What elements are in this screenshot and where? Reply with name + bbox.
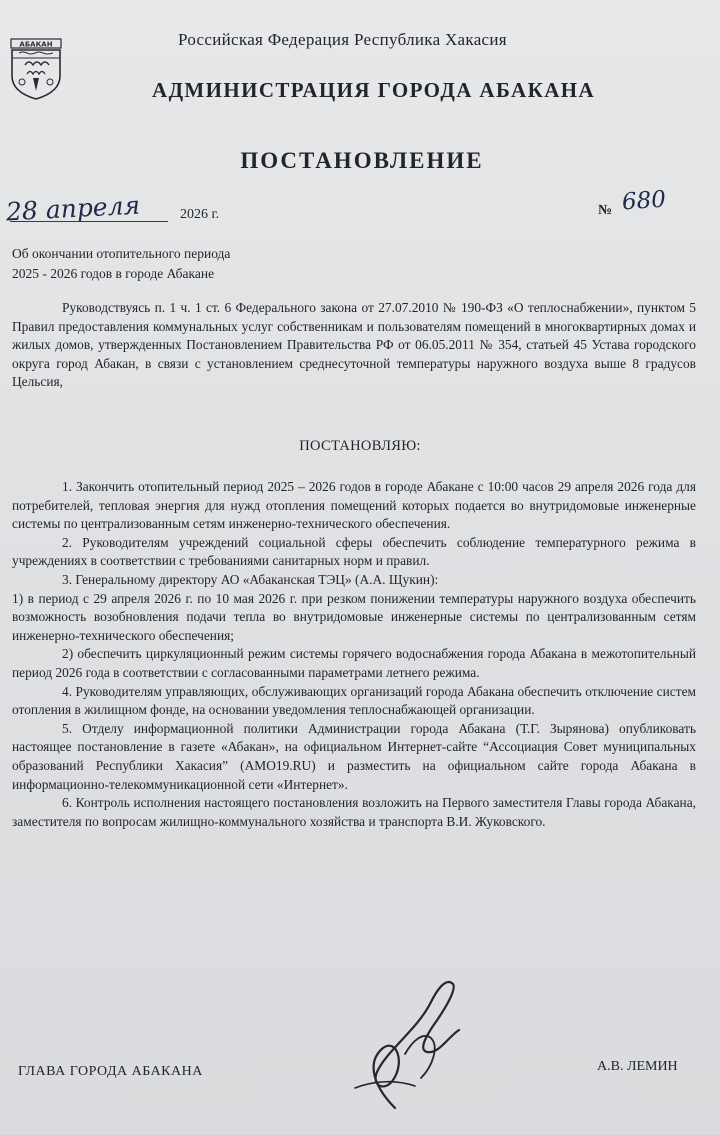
document-type-heading: ПОСТАНОВЛЕНИЕ: [240, 148, 484, 173]
preamble-paragraph: Руководствуясь п. 1 ч. 1 ст. 6 Федерального закона от 27.07.2010 № 190-ФЗ «О теплоснабжении», пунктом 5 Правил предоставления коммунальных услуг собственникам и пользователям помещений в многоквартирных домах и жилых домов, утвержденных Постановлением Правительства РФ от 06.05.2011 № 354, статьей 45 Устава городского округа город Абакан, в связи с установлением среднесуточной температуры наружного воздуха выше 8 градусов Цельсия,: [12, 300, 696, 390]
number-label: №: [598, 203, 613, 218]
decree-item-3-2: 2) обеспечить циркуляционный режим системы горячего водоснабжения города Абакана в межотопительный период 2026 года в соответствии с согласованными параметрами летнего режима.: [12, 646, 696, 680]
preamble-block: [12, 299, 696, 392]
decree-item-3-1: 1) в период с 29 апреля 2026 г. по 10 мая 2026 г. при резком понижении температуры наружного воздуха обеспечить возможность возобновления подачи тепла во внутридомовые инженерные системы по централизованным сетям инженерно-технического обеспечения;: [12, 590, 696, 643]
subject-line-1: Об окончании отопительного периода: [12, 246, 231, 261]
date-year: 2026 г.: [180, 207, 220, 222]
decree-item-3: 3. Генеральному директору АО «Абаканская ТЭЦ» (А.А. Щукин):: [62, 571, 439, 587]
decree-item-5: 5. Отделу информационной политики Администрации города Абакана (Т.Г. Зырянова) опубликовать настоящее постановление в газете «Абакан», на официальном Интернет-сайте “Ассоциация Совет муниципальных образований Республики Хакасия” (АМО19.RU) и разместить на официальном сайте города Абакана в информационно-телекоммуникационной сети «Интернет».: [12, 720, 696, 792]
signature-graphic: [335, 968, 475, 1118]
subject-line-2: 2025 - 2026 годов в городе Абакане: [12, 266, 215, 281]
decree-item-1: 1. Закончить отопительный период 2025 – 2026 годов в городе Абакане с 10:00 часов 29 апреля 2026 года для потребителей, тепловая энергия для нужд отопления помещений которых подается во внутридомовые инженерные системы по централизованным сетям инженерно-технического обеспечения.: [12, 479, 696, 532]
signatory-name: А.В. ЛЕМИН: [597, 1059, 678, 1074]
handwritten-date: 28 апреля: [5, 190, 141, 227]
signatory-position: ГЛАВА ГОРОДА АБАКАНА: [18, 1064, 203, 1079]
decree-items: [12, 478, 696, 831]
administration-title: АДМИНИСТРАЦИЯ ГОРОДА АБАКАНА: [152, 78, 596, 102]
handwritten-number: 680: [621, 186, 667, 216]
document-subject: [12, 244, 230, 284]
country-region-line: Российская Федерация Республика Хакасия: [178, 30, 507, 49]
city-emblem-icon: [9, 38, 63, 100]
decree-item-6: 6. Контроль исполнения настоящего постановления возложить на Первого заместителя Главы города Абакана, заместителя по вопросам жилищно-коммунального хозяйства и транспорта В.И. Жуковского.: [12, 795, 696, 829]
decree-item-2: 2. Руководителям учреждений социальной сферы обеспечить соблюдение температурного режима в учреждениях в соответствии с требованиями санитарных норм и правил.: [12, 534, 696, 569]
decree-heading: ПОСТАНОВЛЯЮ:: [299, 438, 421, 454]
decree-item-4: 4. Руководителям управляющих, обслуживающих организаций города Абакана обеспечить отключение систем отопления в жилищном фонде, на основании уведомления теплоснабжающей организации.: [12, 683, 696, 718]
emblem-caption: АБАКАН: [19, 40, 53, 49]
date-underline: [10, 221, 168, 222]
